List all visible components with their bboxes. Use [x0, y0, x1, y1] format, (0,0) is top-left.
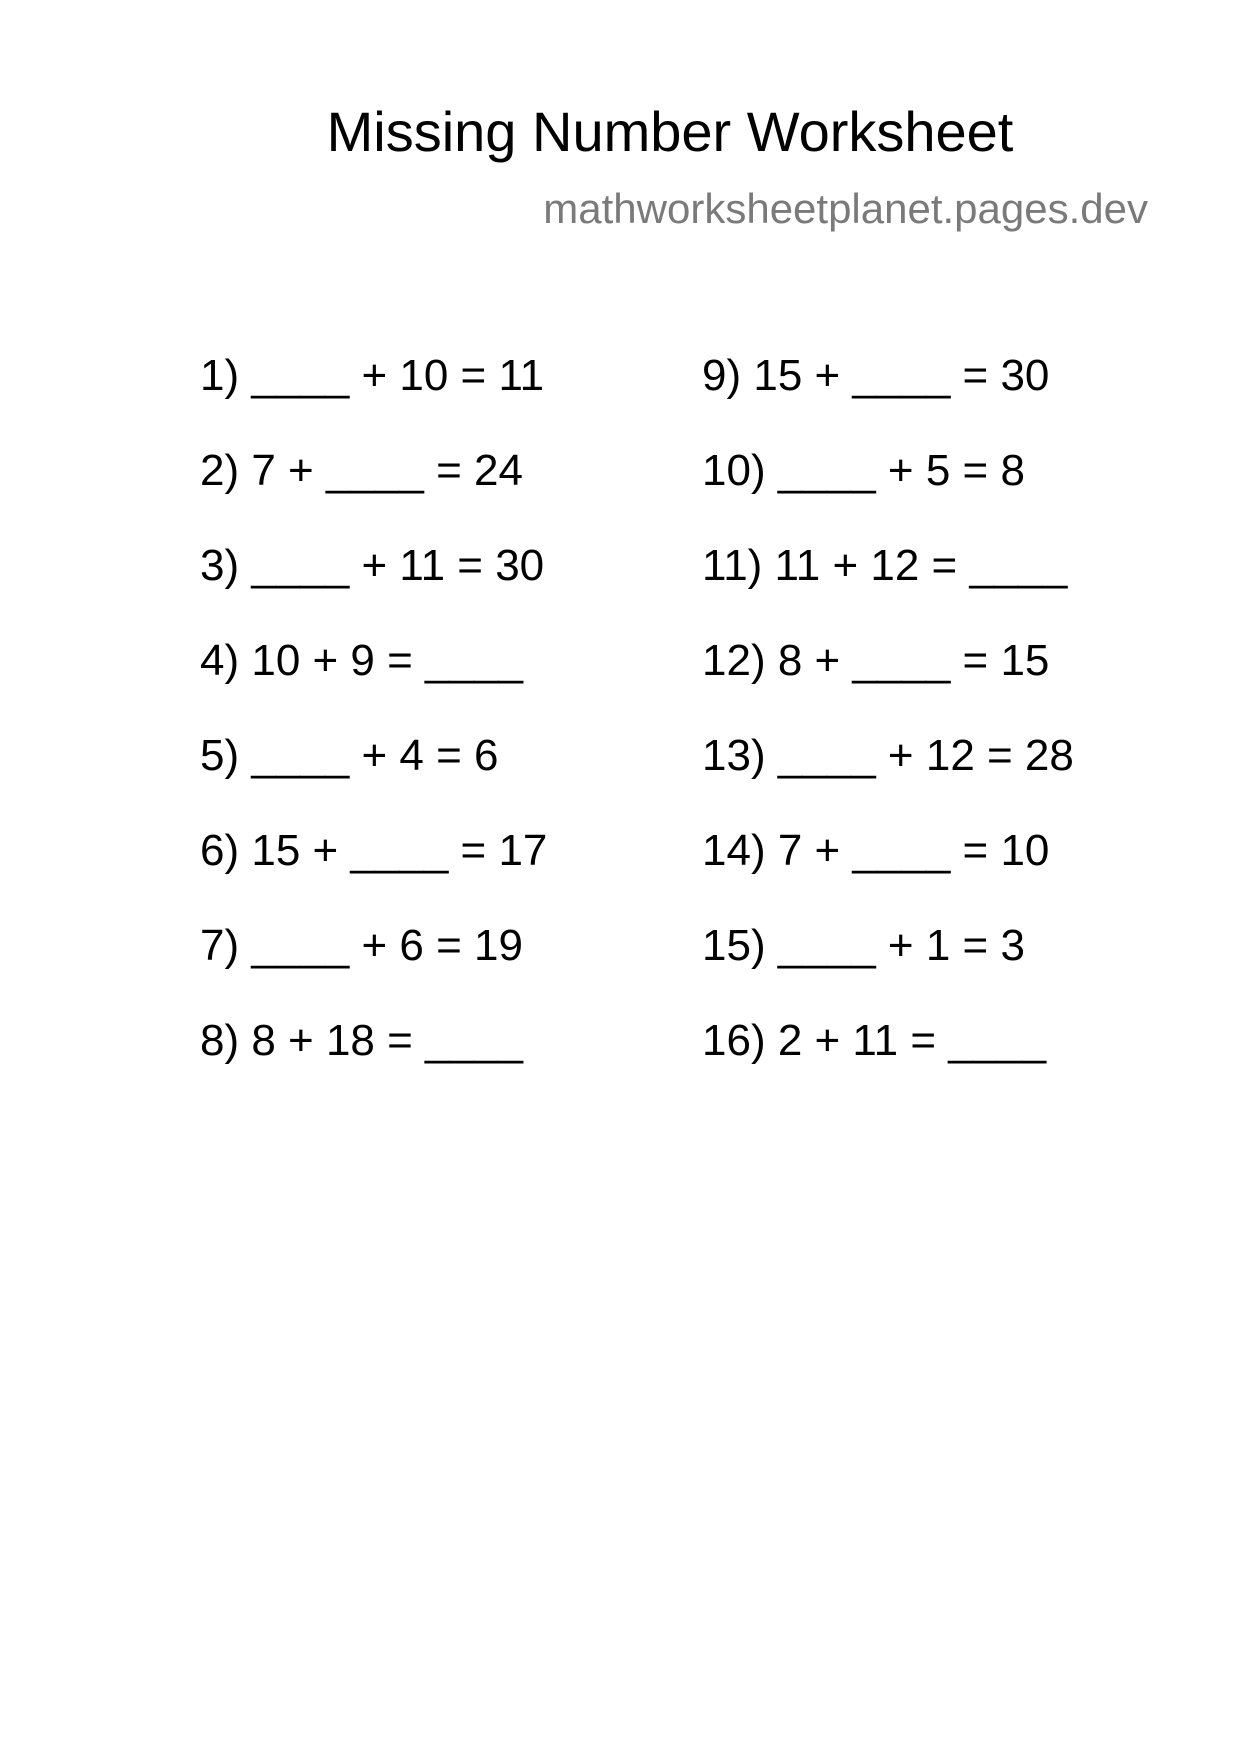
problem-11: 11) 11 + 12 = ____: [702, 541, 1068, 590]
problem-2: 2) 7 + ____ = 24: [200, 446, 523, 495]
problem-9: 9) 15 + ____ = 30: [702, 351, 1050, 400]
problem-list: [200, 350, 1122, 1110]
problem-5: 5) ____ + 4 = 6: [200, 731, 499, 780]
problem-8: 8) 8 + 18 = ____: [200, 1016, 523, 1065]
problem-3: 3) ____ + 11 = 30: [200, 541, 545, 590]
problem-6: 6) 15 + ____ = 17: [200, 826, 548, 875]
problem-13: 13) ____ + 12 = 28: [702, 731, 1074, 780]
problem-14: 14) 7 + ____ = 10: [702, 826, 1050, 875]
source-url: mathworksheetplanet.pages.dev: [543, 185, 1148, 232]
worksheet-title: Missing Number Worksheet: [326, 100, 1014, 163]
problem-10: 10) ____ + 5 = 8: [702, 446, 1025, 495]
problem-12: 12) 8 + ____ = 15: [702, 636, 1050, 685]
problem-1: 1) ____ + 10 = 11: [200, 351, 545, 400]
problem-16: 16) 2 + 11 = ____: [702, 1016, 1047, 1065]
problem-15: 15) ____ + 1 = 3: [702, 921, 1025, 970]
problem-4: 4) 10 + 9 = ____: [200, 636, 523, 685]
problem-7: 7) ____ + 6 = 19: [200, 921, 523, 970]
